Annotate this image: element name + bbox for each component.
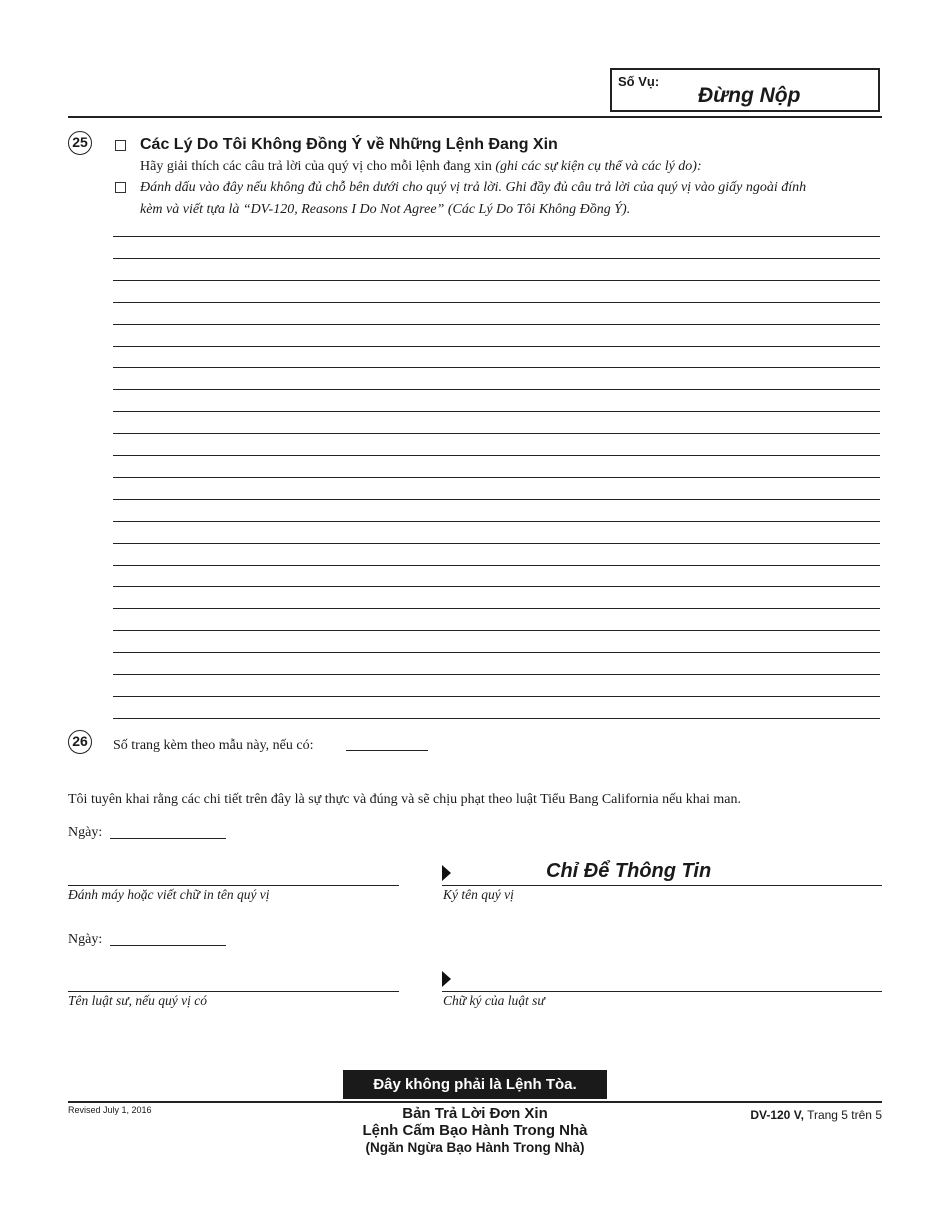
reasons-checkbox[interactable] — [115, 140, 126, 151]
answer-line[interactable] — [113, 565, 880, 566]
lawyer-name-field[interactable] — [68, 991, 399, 992]
answer-line[interactable] — [113, 280, 880, 281]
answer-line[interactable] — [113, 258, 880, 259]
attachment-note-line1: Đánh dấu vào đây nếu không đủ chỗ bên dưới cho quý vị trả lời. Ghi đầy đủ câu trả lời của quý vị vào giấy ngoài đính — [140, 180, 807, 195]
answer-line[interactable] — [113, 543, 880, 544]
printed-name-caption: Đánh máy hoặc viết chữ in tên quý vị — [68, 887, 270, 902]
lawyer-date-label: Ngày: — [68, 932, 103, 947]
lawyer-date-field[interactable] — [110, 945, 226, 946]
answer-line[interactable] — [113, 630, 880, 631]
attached-pages-label: Số trang kèm theo mẫu này, nếu có: — [113, 738, 314, 753]
answer-line[interactable] — [113, 674, 880, 675]
answer-line[interactable] — [113, 411, 880, 412]
signature-field[interactable] — [442, 885, 882, 886]
answer-line[interactable] — [113, 499, 880, 500]
declaration-text: Tôi tuyên khai rằng các chi tiết trên đây là sự thực và đúng và sẽ chịu phạt theo luật Tiểu Bang California nếu khai man. — [68, 792, 741, 807]
lawyer-signature-field[interactable] — [442, 991, 882, 992]
footer-divider — [68, 1101, 882, 1103]
instruction-text: Hãy giải thích các câu trả lời của quý vị cho mỗi lệnh đang xin — [140, 159, 492, 174]
printed-name-field[interactable] — [68, 885, 399, 886]
answer-line[interactable] — [113, 236, 880, 237]
section-26-number: 26 — [68, 730, 92, 754]
sign-here-arrow-icon — [442, 865, 451, 881]
answer-line[interactable] — [113, 608, 880, 609]
answer-line[interactable] — [113, 433, 880, 434]
case-number-value: Đừng Nộp — [698, 84, 801, 107]
answer-line[interactable] — [113, 367, 880, 368]
date-label: Ngày: — [68, 825, 103, 840]
footer-title-line2: Lệnh Cấm Bạo Hành Trong Nhà — [362, 1122, 588, 1139]
footer-title-line3: (Ngăn Ngừa Bạo Hành Trong Nhà) — [365, 1140, 585, 1155]
lawyer-name-caption: Tên luật sư, nếu quý vị có — [68, 993, 207, 1008]
answer-line[interactable] — [113, 324, 880, 325]
answer-line[interactable] — [113, 389, 880, 390]
not-court-order-banner: Đây không phải là Lệnh Tòa. — [343, 1070, 607, 1099]
lawyer-sign-arrow-icon — [442, 971, 451, 987]
attachment-note-line2: kèm và viết tựa là “DV-120, Reasons I Do Not Agree” (Các Lý Do Tôi Không Đồng Ý). — [140, 202, 631, 217]
answer-line[interactable] — [113, 718, 880, 719]
section-25-number: 25 — [68, 131, 92, 155]
page-indicator: Trang 5 trên 5 — [807, 1108, 882, 1122]
answer-line[interactable] — [113, 521, 880, 522]
instruction-italic-text: (ghi các sự kiện cụ thể và các lý do): — [495, 159, 702, 174]
case-number-box — [610, 68, 880, 112]
answer-line[interactable] — [113, 652, 880, 653]
answer-line[interactable] — [113, 586, 880, 587]
form-number: DV-120 V, — [750, 1108, 804, 1122]
case-number-label: Số Vụ: — [618, 74, 660, 89]
attached-pages-field[interactable] — [346, 750, 428, 751]
answer-line[interactable] — [113, 455, 880, 456]
form-id — [750, 1108, 882, 1122]
revised-date: Revised July 1, 2016 — [68, 1105, 152, 1115]
footer-title-line1: Bản Trả Lời Đơn Xin — [402, 1105, 548, 1122]
date-field[interactable] — [110, 838, 226, 839]
attachment-checkbox[interactable] — [115, 182, 126, 193]
header-divider — [68, 116, 882, 118]
answer-line[interactable] — [113, 302, 880, 303]
answer-line[interactable] — [113, 696, 880, 697]
answer-line[interactable] — [113, 346, 880, 347]
answer-line[interactable] — [113, 477, 880, 478]
information-only-label: Chỉ Để Thông Tin — [546, 860, 712, 882]
section-25-title: Các Lý Do Tôi Không Đồng Ý về Những Lệnh Đang Xin — [140, 136, 558, 153]
lawyer-signature-caption: Chữ ký của luật sư — [443, 993, 545, 1008]
section-25-instruction — [140, 159, 702, 175]
signature-caption: Ký tên quý vị — [443, 887, 514, 902]
